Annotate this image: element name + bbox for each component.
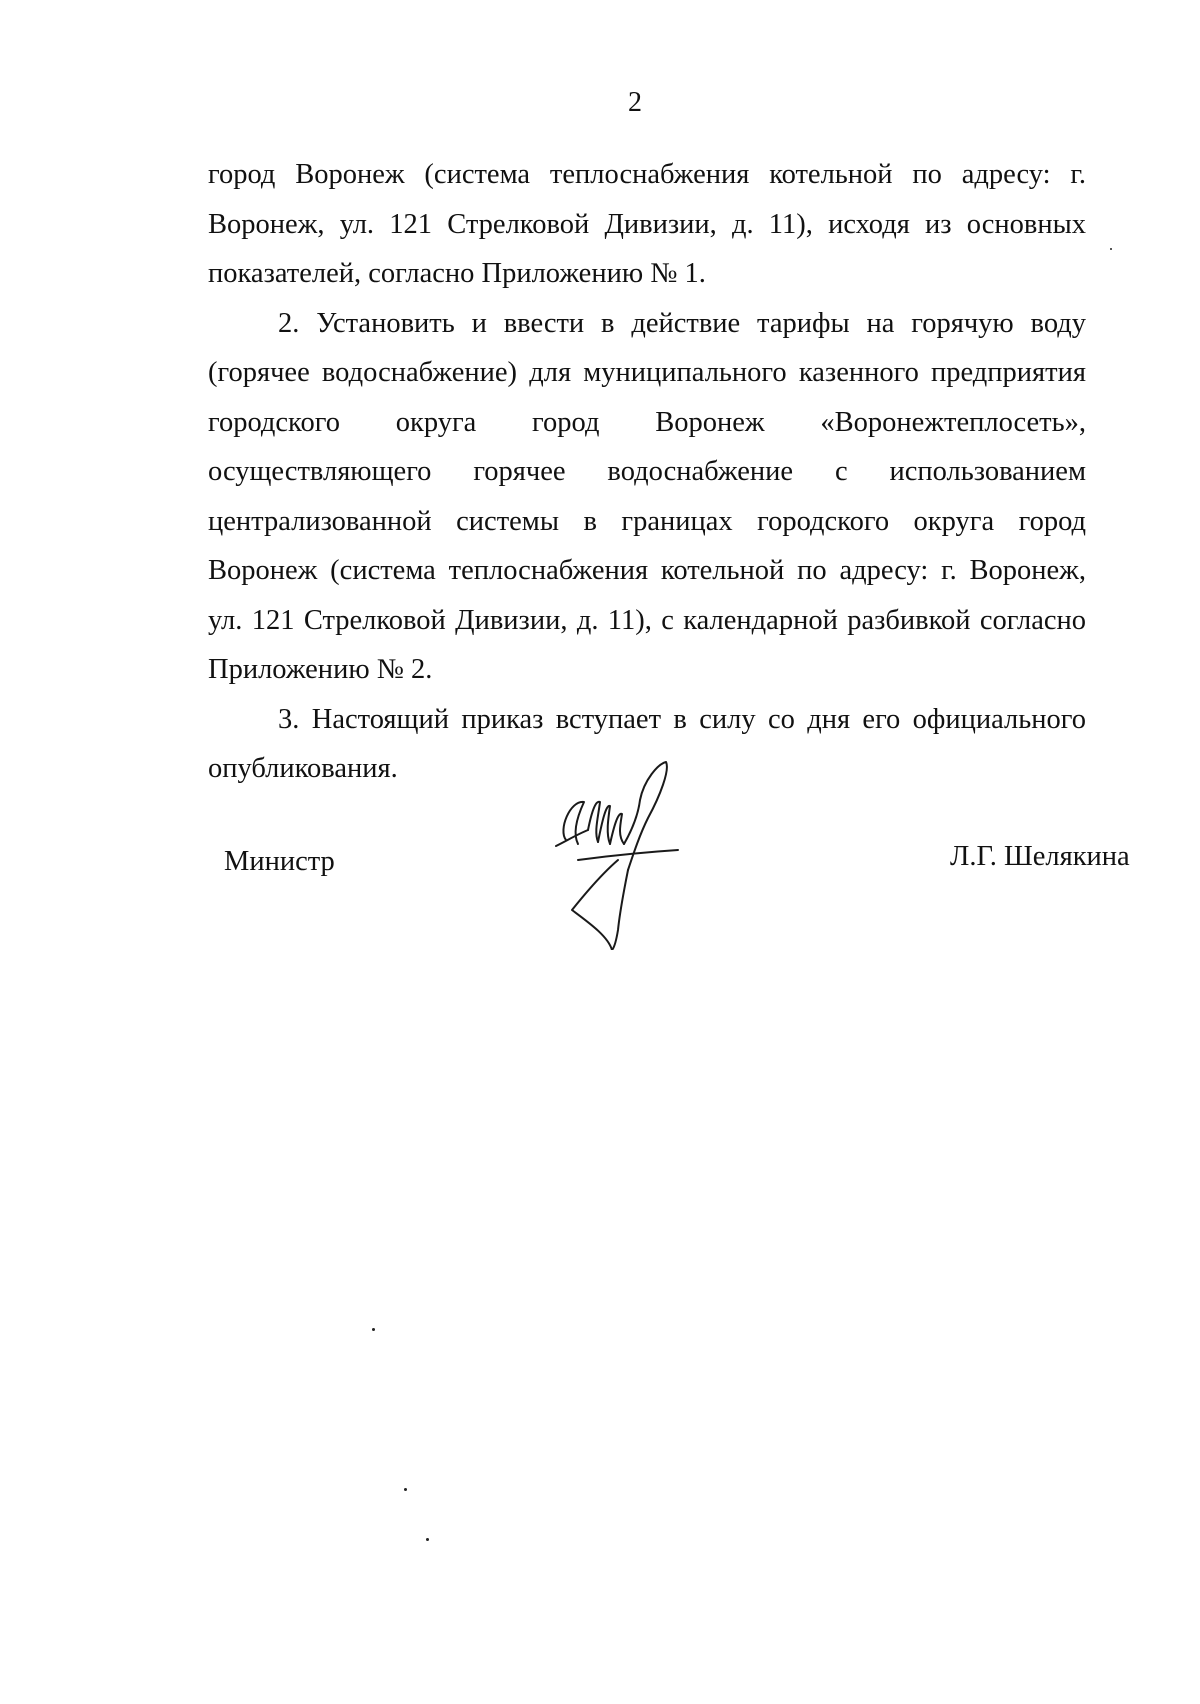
document-body xyxy=(208,150,1086,794)
paragraph-item-3: 3. Настоящий приказ вступает в силу со дня его официального опубликования. xyxy=(208,703,1086,784)
handwritten-signature xyxy=(548,760,718,950)
scan-artifact xyxy=(426,1538,429,1541)
scan-artifact xyxy=(372,1328,375,1331)
scan-artifact xyxy=(1110,248,1112,250)
signer-name: Л.Г. Шелякина xyxy=(950,841,1130,872)
paragraph-item-2: 2. Установить и ввести в действие тарифы на горячую воду (горячее водоснабжение) для муниципального казенного предприятия городского округа город Воронеж «Воронежтеплосеть», осуществляющего горячее водоснабжение с использованием централизованной системы в границах городского округа город Воронеж (система теплоснабжения котельной по адресу: г. Воронеж, ул. 121 Стрелковой Дивизии, д. 11), с календарной разбивкой согласно Приложению № 2. xyxy=(208,307,1086,685)
page-number: 2 xyxy=(628,87,642,118)
signature-block xyxy=(0,760,1200,950)
scan-artifact xyxy=(404,1488,407,1491)
signer-position: Министр xyxy=(224,846,335,877)
paragraph-continuation: город Воронеж (система теплоснабжения котельной по адресу: г. Воронеж, ул. 121 Стрелковой Дивизии, д. 11), исходя из основных показателей, согласно Приложению № 1. xyxy=(208,159,1086,289)
